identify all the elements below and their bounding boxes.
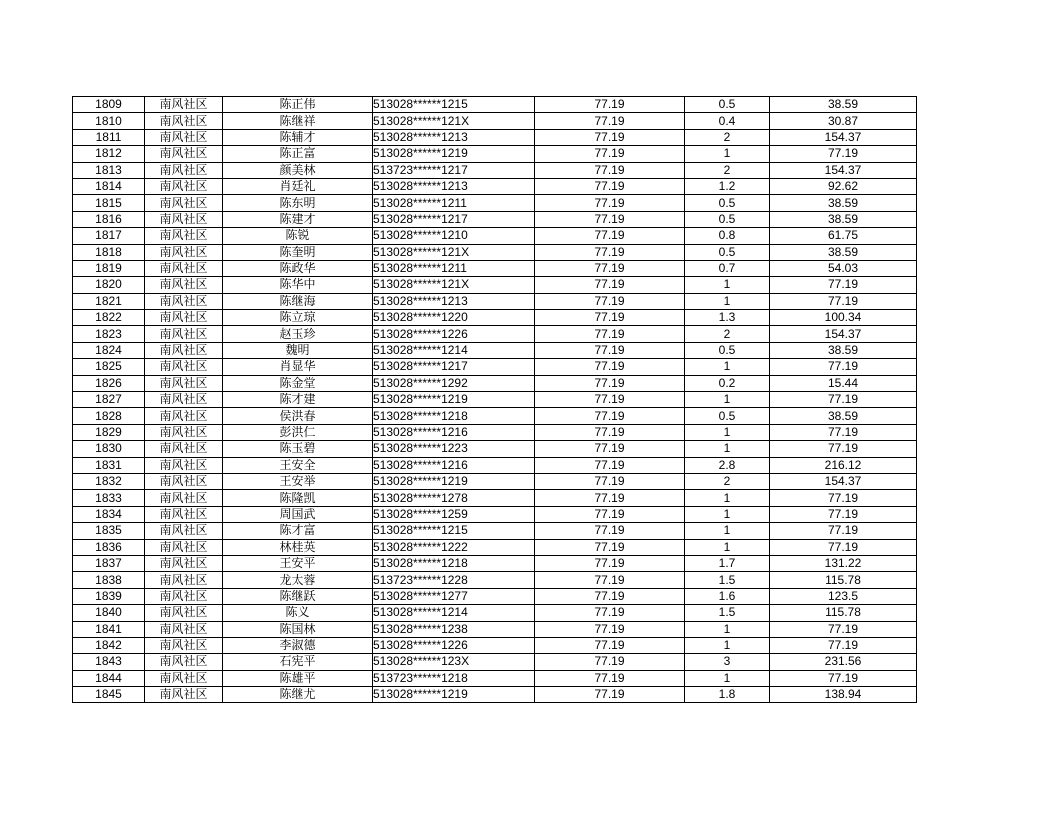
amount-cell: 38.59 bbox=[770, 211, 917, 227]
row-number: 1829 bbox=[73, 424, 145, 440]
community-cell: 南风社区 bbox=[145, 670, 223, 686]
amount-cell: 77.19 bbox=[770, 506, 917, 522]
amount-cell: 77.19 bbox=[770, 441, 917, 457]
area-cell: 0.5 bbox=[685, 244, 770, 260]
community-cell: 南风社区 bbox=[145, 572, 223, 588]
id-number-cell: 513028******121X bbox=[373, 277, 535, 293]
amount-cell: 131.22 bbox=[770, 555, 917, 571]
area-cell: 1 bbox=[685, 441, 770, 457]
community-cell: 南风社区 bbox=[145, 277, 223, 293]
amount-cell: 77.19 bbox=[770, 621, 917, 637]
row-number: 1844 bbox=[73, 670, 145, 686]
standard-cell: 77.19 bbox=[535, 408, 685, 424]
area-cell: 1 bbox=[685, 637, 770, 653]
area-cell: 2 bbox=[685, 473, 770, 489]
row-number: 1831 bbox=[73, 457, 145, 473]
row-number: 1817 bbox=[73, 228, 145, 244]
name-cell: 侯洪春 bbox=[223, 408, 373, 424]
standard-cell: 77.19 bbox=[535, 392, 685, 408]
standard-cell: 77.19 bbox=[535, 539, 685, 555]
data-table bbox=[72, 96, 917, 703]
table-body bbox=[73, 97, 917, 703]
row-number: 1833 bbox=[73, 490, 145, 506]
name-cell: 陈锐 bbox=[223, 228, 373, 244]
amount-cell: 61.75 bbox=[770, 228, 917, 244]
row-number: 1811 bbox=[73, 129, 145, 145]
area-cell: 0.5 bbox=[685, 97, 770, 113]
id-number-cell: 513028******1218 bbox=[373, 555, 535, 571]
table-row bbox=[73, 228, 917, 244]
standard-cell: 77.19 bbox=[535, 621, 685, 637]
name-cell: 陈继尤 bbox=[223, 687, 373, 703]
id-number-cell: 513028******1214 bbox=[373, 342, 535, 358]
amount-cell: 216.12 bbox=[770, 457, 917, 473]
row-number: 1825 bbox=[73, 359, 145, 375]
row-number: 1810 bbox=[73, 113, 145, 129]
community-cell: 南风社区 bbox=[145, 621, 223, 637]
row-number: 1836 bbox=[73, 539, 145, 555]
amount-cell: 77.19 bbox=[770, 523, 917, 539]
table-row bbox=[73, 506, 917, 522]
area-cell: 1.5 bbox=[685, 572, 770, 588]
area-cell: 1 bbox=[685, 670, 770, 686]
community-cell: 南风社区 bbox=[145, 457, 223, 473]
id-number-cell: 513028******1226 bbox=[373, 637, 535, 653]
area-cell: 2 bbox=[685, 162, 770, 178]
name-cell: 陈雄平 bbox=[223, 670, 373, 686]
name-cell: 陈政华 bbox=[223, 260, 373, 276]
table-row bbox=[73, 310, 917, 326]
amount-cell: 38.59 bbox=[770, 244, 917, 260]
row-number: 1841 bbox=[73, 621, 145, 637]
id-number-cell: 513028******1213 bbox=[373, 293, 535, 309]
name-cell: 陈才富 bbox=[223, 523, 373, 539]
name-cell: 陈继祥 bbox=[223, 113, 373, 129]
amount-cell: 77.19 bbox=[770, 637, 917, 653]
row-number: 1830 bbox=[73, 441, 145, 457]
area-cell: 1.5 bbox=[685, 605, 770, 621]
amount-cell: 154.37 bbox=[770, 129, 917, 145]
standard-cell: 77.19 bbox=[535, 375, 685, 391]
community-cell: 南风社区 bbox=[145, 244, 223, 260]
name-cell: 陈辅才 bbox=[223, 129, 373, 145]
standard-cell: 77.19 bbox=[535, 146, 685, 162]
area-cell: 0.2 bbox=[685, 375, 770, 391]
name-cell: 陈正伟 bbox=[223, 97, 373, 113]
amount-cell: 38.59 bbox=[770, 342, 917, 358]
table-row bbox=[73, 670, 917, 686]
amount-cell: 115.78 bbox=[770, 605, 917, 621]
standard-cell: 77.19 bbox=[535, 162, 685, 178]
area-cell: 2 bbox=[685, 129, 770, 145]
row-number: 1822 bbox=[73, 310, 145, 326]
area-cell: 0.5 bbox=[685, 408, 770, 424]
community-cell: 南风社区 bbox=[145, 195, 223, 211]
community-cell: 南风社区 bbox=[145, 539, 223, 555]
table-row bbox=[73, 277, 917, 293]
area-cell: 1 bbox=[685, 506, 770, 522]
id-number-cell: 513723******1217 bbox=[373, 162, 535, 178]
amount-cell: 92.62 bbox=[770, 178, 917, 194]
id-number-cell: 513028******1292 bbox=[373, 375, 535, 391]
row-number: 1845 bbox=[73, 687, 145, 703]
row-number: 1826 bbox=[73, 375, 145, 391]
table-row bbox=[73, 392, 917, 408]
community-cell: 南风社区 bbox=[145, 359, 223, 375]
community-cell: 南风社区 bbox=[145, 687, 223, 703]
table-row bbox=[73, 555, 917, 571]
name-cell: 陈玉碧 bbox=[223, 441, 373, 457]
table-row bbox=[73, 342, 917, 358]
table-row bbox=[73, 523, 917, 539]
standard-cell: 77.19 bbox=[535, 506, 685, 522]
standard-cell: 77.19 bbox=[535, 195, 685, 211]
id-number-cell: 513028******1223 bbox=[373, 441, 535, 457]
id-number-cell: 513028******121X bbox=[373, 244, 535, 260]
community-cell: 南风社区 bbox=[145, 605, 223, 621]
table-row bbox=[73, 588, 917, 604]
community-cell: 南风社区 bbox=[145, 326, 223, 342]
id-number-cell: 513028******1222 bbox=[373, 539, 535, 555]
area-cell: 1 bbox=[685, 424, 770, 440]
name-cell: 王安平 bbox=[223, 555, 373, 571]
standard-cell: 77.19 bbox=[535, 211, 685, 227]
row-number: 1839 bbox=[73, 588, 145, 604]
table-row bbox=[73, 490, 917, 506]
community-cell: 南风社区 bbox=[145, 473, 223, 489]
area-cell: 1 bbox=[685, 523, 770, 539]
name-cell: 陈才建 bbox=[223, 392, 373, 408]
community-cell: 南风社区 bbox=[145, 211, 223, 227]
standard-cell: 77.19 bbox=[535, 228, 685, 244]
table-row bbox=[73, 146, 917, 162]
standard-cell: 77.19 bbox=[535, 244, 685, 260]
standard-cell: 77.19 bbox=[535, 178, 685, 194]
table-row bbox=[73, 260, 917, 276]
standard-cell: 77.19 bbox=[535, 260, 685, 276]
community-cell: 南风社区 bbox=[145, 375, 223, 391]
area-cell: 1.6 bbox=[685, 588, 770, 604]
area-cell: 0.4 bbox=[685, 113, 770, 129]
area-cell: 2.8 bbox=[685, 457, 770, 473]
row-number: 1838 bbox=[73, 572, 145, 588]
table-row bbox=[73, 687, 917, 703]
area-cell: 1.7 bbox=[685, 555, 770, 571]
id-number-cell: 513028******1214 bbox=[373, 605, 535, 621]
community-cell: 南风社区 bbox=[145, 162, 223, 178]
amount-cell: 154.37 bbox=[770, 326, 917, 342]
table-row bbox=[73, 457, 917, 473]
area-cell: 1 bbox=[685, 146, 770, 162]
standard-cell: 77.19 bbox=[535, 490, 685, 506]
area-cell: 0.5 bbox=[685, 195, 770, 211]
community-cell: 南风社区 bbox=[145, 129, 223, 145]
table-row bbox=[73, 408, 917, 424]
table-row bbox=[73, 113, 917, 129]
name-cell: 陈国林 bbox=[223, 621, 373, 637]
standard-cell: 77.19 bbox=[535, 359, 685, 375]
table-row bbox=[73, 97, 917, 113]
standard-cell: 77.19 bbox=[535, 310, 685, 326]
row-number: 1834 bbox=[73, 506, 145, 522]
name-cell: 龙太蓉 bbox=[223, 572, 373, 588]
area-cell: 3 bbox=[685, 654, 770, 670]
id-number-cell: 513723******1218 bbox=[373, 670, 535, 686]
standard-cell: 77.19 bbox=[535, 441, 685, 457]
community-cell: 南风社区 bbox=[145, 424, 223, 440]
row-number: 1824 bbox=[73, 342, 145, 358]
name-cell: 陈隆凯 bbox=[223, 490, 373, 506]
community-cell: 南风社区 bbox=[145, 146, 223, 162]
name-cell: 肖廷礼 bbox=[223, 178, 373, 194]
table-row bbox=[73, 605, 917, 621]
table-row bbox=[73, 129, 917, 145]
id-number-cell: 513723******1228 bbox=[373, 572, 535, 588]
id-number-cell: 513028******1213 bbox=[373, 129, 535, 145]
standard-cell: 77.19 bbox=[535, 572, 685, 588]
row-number: 1815 bbox=[73, 195, 145, 211]
table-row bbox=[73, 441, 917, 457]
amount-cell: 77.19 bbox=[770, 293, 917, 309]
community-cell: 南风社区 bbox=[145, 228, 223, 244]
id-number-cell: 513028******1226 bbox=[373, 326, 535, 342]
row-number: 1816 bbox=[73, 211, 145, 227]
community-cell: 南风社区 bbox=[145, 637, 223, 653]
standard-cell: 77.19 bbox=[535, 637, 685, 653]
name-cell: 魏明 bbox=[223, 342, 373, 358]
row-number: 1809 bbox=[73, 97, 145, 113]
row-number: 1832 bbox=[73, 473, 145, 489]
name-cell: 林桂英 bbox=[223, 539, 373, 555]
name-cell: 陈奎明 bbox=[223, 244, 373, 260]
name-cell: 陈建才 bbox=[223, 211, 373, 227]
id-number-cell: 513028******1219 bbox=[373, 392, 535, 408]
amount-cell: 77.19 bbox=[770, 670, 917, 686]
name-cell: 王安举 bbox=[223, 473, 373, 489]
standard-cell: 77.19 bbox=[535, 670, 685, 686]
id-number-cell: 513028******1217 bbox=[373, 359, 535, 375]
community-cell: 南风社区 bbox=[145, 654, 223, 670]
id-number-cell: 513028******1216 bbox=[373, 457, 535, 473]
area-cell: 1 bbox=[685, 392, 770, 408]
table-row bbox=[73, 375, 917, 391]
standard-cell: 77.19 bbox=[535, 687, 685, 703]
area-cell: 0.8 bbox=[685, 228, 770, 244]
id-number-cell: 513028******1220 bbox=[373, 310, 535, 326]
table-row bbox=[73, 654, 917, 670]
standard-cell: 77.19 bbox=[535, 424, 685, 440]
amount-cell: 154.37 bbox=[770, 473, 917, 489]
table-row bbox=[73, 637, 917, 653]
name-cell: 赵玉珍 bbox=[223, 326, 373, 342]
community-cell: 南风社区 bbox=[145, 408, 223, 424]
area-cell: 1.2 bbox=[685, 178, 770, 194]
name-cell: 肖显华 bbox=[223, 359, 373, 375]
table-row bbox=[73, 473, 917, 489]
community-cell: 南风社区 bbox=[145, 555, 223, 571]
area-cell: 1.3 bbox=[685, 310, 770, 326]
amount-cell: 100.34 bbox=[770, 310, 917, 326]
standard-cell: 77.19 bbox=[535, 457, 685, 473]
amount-cell: 77.19 bbox=[770, 539, 917, 555]
name-cell: 陈正富 bbox=[223, 146, 373, 162]
area-cell: 1.8 bbox=[685, 687, 770, 703]
area-cell: 1 bbox=[685, 277, 770, 293]
amount-cell: 77.19 bbox=[770, 277, 917, 293]
row-number: 1821 bbox=[73, 293, 145, 309]
standard-cell: 77.19 bbox=[535, 129, 685, 145]
table-row bbox=[73, 244, 917, 260]
id-number-cell: 513028******121X bbox=[373, 113, 535, 129]
table-row bbox=[73, 195, 917, 211]
name-cell: 陈华中 bbox=[223, 277, 373, 293]
community-cell: 南风社区 bbox=[145, 588, 223, 604]
standard-cell: 77.19 bbox=[535, 523, 685, 539]
table-row bbox=[73, 539, 917, 555]
area-cell: 0.5 bbox=[685, 342, 770, 358]
table-row bbox=[73, 326, 917, 342]
standard-cell: 77.19 bbox=[535, 342, 685, 358]
standard-cell: 77.19 bbox=[535, 277, 685, 293]
table-row bbox=[73, 572, 917, 588]
name-cell: 陈义 bbox=[223, 605, 373, 621]
community-cell: 南风社区 bbox=[145, 178, 223, 194]
amount-cell: 38.59 bbox=[770, 195, 917, 211]
amount-cell: 38.59 bbox=[770, 408, 917, 424]
community-cell: 南风社区 bbox=[145, 441, 223, 457]
id-number-cell: 513028******1216 bbox=[373, 424, 535, 440]
id-number-cell: 513028******1213 bbox=[373, 178, 535, 194]
name-cell: 陈立琼 bbox=[223, 310, 373, 326]
community-cell: 南风社区 bbox=[145, 506, 223, 522]
standard-cell: 77.19 bbox=[535, 654, 685, 670]
amount-cell: 38.59 bbox=[770, 97, 917, 113]
id-number-cell: 513028******1215 bbox=[373, 97, 535, 113]
amount-cell: 30.87 bbox=[770, 113, 917, 129]
community-cell: 南风社区 bbox=[145, 342, 223, 358]
amount-cell: 138.94 bbox=[770, 687, 917, 703]
area-cell: 1 bbox=[685, 490, 770, 506]
id-number-cell: 513028******1219 bbox=[373, 687, 535, 703]
area-cell: 0.5 bbox=[685, 211, 770, 227]
name-cell: 王安全 bbox=[223, 457, 373, 473]
id-number-cell: 513028******1219 bbox=[373, 146, 535, 162]
name-cell: 彭洪仁 bbox=[223, 424, 373, 440]
name-cell: 石宪平 bbox=[223, 654, 373, 670]
row-number: 1814 bbox=[73, 178, 145, 194]
area-cell: 2 bbox=[685, 326, 770, 342]
area-cell: 0.7 bbox=[685, 260, 770, 276]
area-cell: 1 bbox=[685, 293, 770, 309]
id-number-cell: 513028******1218 bbox=[373, 408, 535, 424]
id-number-cell: 513028******1215 bbox=[373, 523, 535, 539]
name-cell: 颜美林 bbox=[223, 162, 373, 178]
amount-cell: 115.78 bbox=[770, 572, 917, 588]
table-row bbox=[73, 178, 917, 194]
table-row bbox=[73, 359, 917, 375]
community-cell: 南风社区 bbox=[145, 293, 223, 309]
table-row bbox=[73, 293, 917, 309]
id-number-cell: 513028******123X bbox=[373, 654, 535, 670]
standard-cell: 77.19 bbox=[535, 473, 685, 489]
standard-cell: 77.19 bbox=[535, 605, 685, 621]
row-number: 1837 bbox=[73, 555, 145, 571]
amount-cell: 15.44 bbox=[770, 375, 917, 391]
standard-cell: 77.19 bbox=[535, 588, 685, 604]
amount-cell: 54.03 bbox=[770, 260, 917, 276]
community-cell: 南风社区 bbox=[145, 523, 223, 539]
amount-cell: 77.19 bbox=[770, 359, 917, 375]
standard-cell: 77.19 bbox=[535, 293, 685, 309]
row-number: 1828 bbox=[73, 408, 145, 424]
id-number-cell: 513028******1238 bbox=[373, 621, 535, 637]
row-number: 1812 bbox=[73, 146, 145, 162]
id-number-cell: 513028******1211 bbox=[373, 195, 535, 211]
id-number-cell: 513028******1259 bbox=[373, 506, 535, 522]
amount-cell: 154.37 bbox=[770, 162, 917, 178]
table-row bbox=[73, 621, 917, 637]
id-number-cell: 513028******1211 bbox=[373, 260, 535, 276]
name-cell: 周国武 bbox=[223, 506, 373, 522]
standard-cell: 77.19 bbox=[535, 326, 685, 342]
name-cell: 陈金堂 bbox=[223, 375, 373, 391]
community-cell: 南风社区 bbox=[145, 392, 223, 408]
name-cell: 陈东明 bbox=[223, 195, 373, 211]
table-row bbox=[73, 162, 917, 178]
amount-cell: 123.5 bbox=[770, 588, 917, 604]
area-cell: 1 bbox=[685, 621, 770, 637]
amount-cell: 77.19 bbox=[770, 490, 917, 506]
area-cell: 1 bbox=[685, 539, 770, 555]
community-cell: 南风社区 bbox=[145, 113, 223, 129]
name-cell: 陈继跃 bbox=[223, 588, 373, 604]
standard-cell: 77.19 bbox=[535, 555, 685, 571]
row-number: 1840 bbox=[73, 605, 145, 621]
amount-cell: 77.19 bbox=[770, 392, 917, 408]
row-number: 1842 bbox=[73, 637, 145, 653]
community-cell: 南风社区 bbox=[145, 260, 223, 276]
row-number: 1820 bbox=[73, 277, 145, 293]
id-number-cell: 513028******1278 bbox=[373, 490, 535, 506]
table-row bbox=[73, 211, 917, 227]
id-number-cell: 513028******1277 bbox=[373, 588, 535, 604]
row-number: 1819 bbox=[73, 260, 145, 276]
standard-cell: 77.19 bbox=[535, 97, 685, 113]
row-number: 1823 bbox=[73, 326, 145, 342]
community-cell: 南风社区 bbox=[145, 310, 223, 326]
id-number-cell: 513028******1210 bbox=[373, 228, 535, 244]
area-cell: 1 bbox=[685, 359, 770, 375]
standard-cell: 77.19 bbox=[535, 113, 685, 129]
name-cell: 李淑德 bbox=[223, 637, 373, 653]
id-number-cell: 513028******1217 bbox=[373, 211, 535, 227]
community-cell: 南风社区 bbox=[145, 97, 223, 113]
amount-cell: 231.56 bbox=[770, 654, 917, 670]
amount-cell: 77.19 bbox=[770, 424, 917, 440]
row-number: 1818 bbox=[73, 244, 145, 260]
table-row bbox=[73, 424, 917, 440]
row-number: 1835 bbox=[73, 523, 145, 539]
id-number-cell: 513028******1219 bbox=[373, 473, 535, 489]
row-number: 1827 bbox=[73, 392, 145, 408]
row-number: 1813 bbox=[73, 162, 145, 178]
community-cell: 南风社区 bbox=[145, 490, 223, 506]
row-number: 1843 bbox=[73, 654, 145, 670]
name-cell: 陈继海 bbox=[223, 293, 373, 309]
amount-cell: 77.19 bbox=[770, 146, 917, 162]
